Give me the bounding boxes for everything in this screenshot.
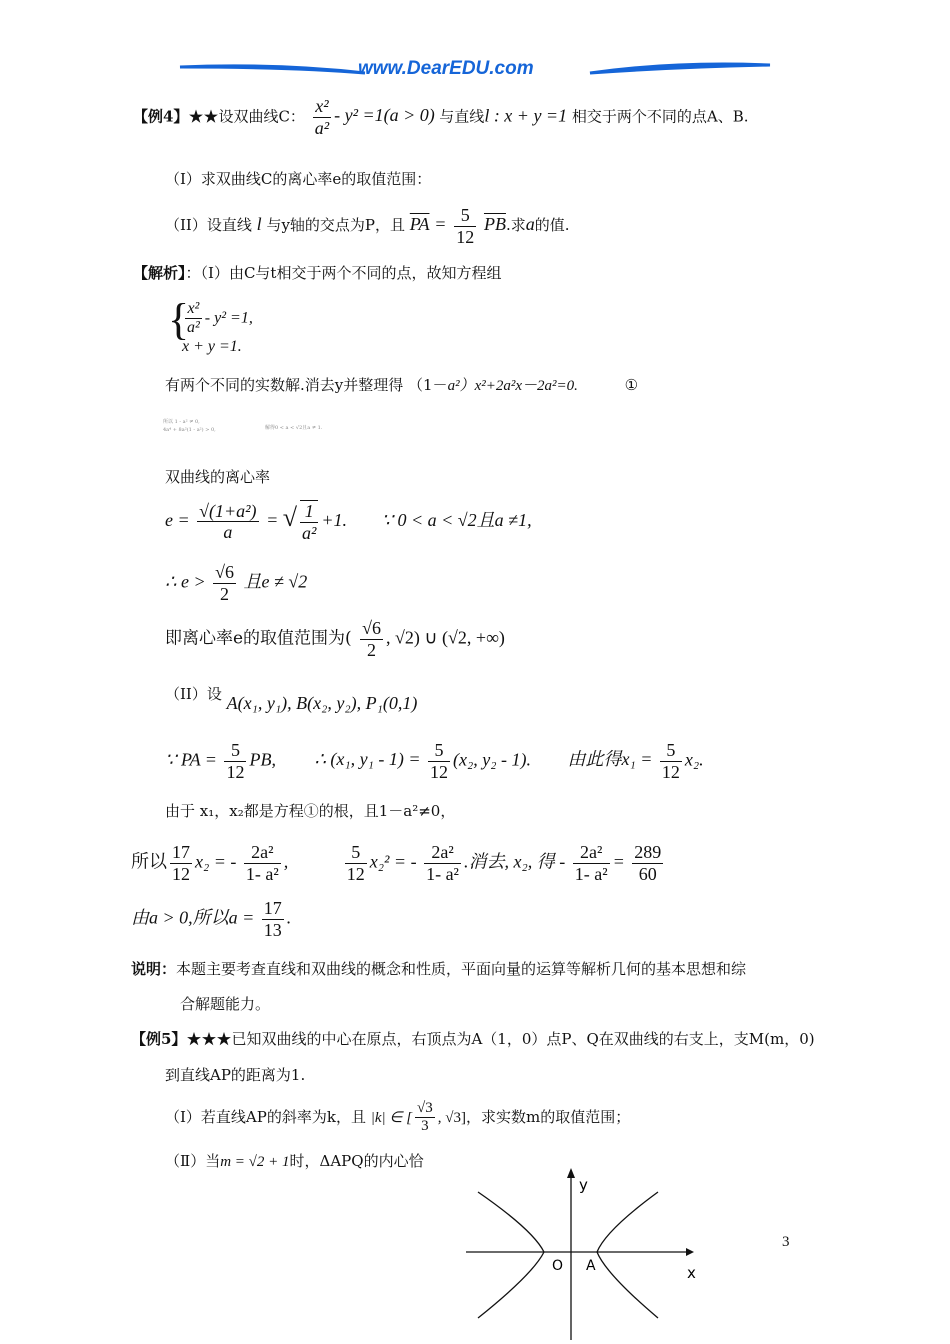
var: l [256,214,262,235]
condition: ∵ 0 < a < √2且a ≠1, [381,509,532,530]
denominator: a [223,522,233,543]
example-tag: 【例4】 [133,107,189,126]
fraction [300,500,318,543]
denominator: a² [314,117,330,138]
note-continuation: 合解题能力。 [180,995,271,1013]
eccentricity-label: 双曲线的离心率 [165,468,271,486]
fraction [213,562,236,604]
text: 由a > 0,所以a = [131,907,255,928]
numerator: x² [185,300,202,319]
numerator: √3 [415,1100,435,1118]
text: ∴ (x₁, y₁ - 1) = [314,749,421,770]
text: 所以 [131,851,167,872]
tiny-condition [163,418,216,434]
elimination [131,842,666,884]
fraction [454,205,476,247]
text: 相交于两个不同的点A、B. [571,107,749,126]
eccentricity-formula [165,500,532,543]
text: .消去, x₂, 得 - [463,851,566,872]
curve-equation: - y² =1(a > 0) [334,105,435,126]
fraction [262,898,284,940]
note [131,958,746,979]
vertex-a-label: A [586,1258,596,1274]
text: = [266,509,279,530]
fraction [224,740,246,782]
final-answer [131,898,291,940]
text: 与y轴的交点为P，且 [266,216,406,235]
denominator: 1- a² [574,863,608,884]
fraction [632,842,663,884]
fraction [428,740,450,782]
sqrt-sign: √ [282,502,297,532]
tiny-line: 所以 1 - a² ≠ 0, [163,419,200,425]
text: , √3] [437,1109,467,1126]
text: = [434,214,447,235]
denominator: 12 [226,761,245,782]
points: A(x₁, y₁), B(x₂, y₂), P₁(0,1) [226,693,418,713]
brace: { [168,295,190,344]
text: 与直线 [439,107,485,126]
y-axis-label: y [579,1176,588,1194]
eccentricity-conclusion [165,562,307,604]
x-axis-label: x [687,1264,696,1282]
fraction [660,740,682,782]
note-tag: 说明： [131,960,177,978]
text: 有两个不同的实数解.消去y并整理得 （1－ [165,376,448,394]
text: , [283,851,289,872]
vector-relation [165,740,704,782]
numerator: 5 [428,740,450,762]
example-5-continuation: 到直线AP的距离为1. [165,1066,306,1084]
vector-pa: $\overline{PA}$ [409,214,430,235]
text: （Ⅰ）若直线AP的斜率为k，且 [165,1107,366,1126]
fraction [170,842,192,884]
equation-1: ）x²+2a²x－2a²=0. [459,378,578,394]
text: ∴ e > [165,571,206,592]
example-4-statement [133,96,749,138]
page-number: 3 [782,1234,790,1250]
solution-line-1 [165,374,638,395]
numerator: 289 [634,842,662,862]
example-5-question-2 [165,1150,424,1171]
equation-marker: ① [624,376,639,394]
text: .求 [505,216,526,235]
text: ∵ PA = [165,749,217,770]
text: x₂ = - [195,851,237,872]
denominator: 2 [220,583,230,604]
tiny-result: 解得0 < a < √2且a ≠ 1. [265,425,323,431]
numerator: 2a² [424,842,461,864]
fraction [197,501,258,543]
fraction [415,1100,435,1136]
example-5-question-1 [165,1100,630,1136]
hyperbola-figure [458,1160,718,1344]
text: 已知双曲线的中心在原点，右顶点为A（1，0）点P、Q在双曲线的右支上，支M(m，0) [231,1030,815,1048]
example-tag: 【例5】 [131,1030,187,1048]
text: = [612,851,625,872]
numerator: 5 [224,740,246,762]
condition: m = √2 + 1 [220,1154,290,1170]
vector-pb: $\overline{PB}$ [483,214,506,235]
denominator: 1- a² [245,863,279,884]
denominator: 13 [263,919,282,940]
text: , √2) ∪ (√2, +∞) [386,627,505,648]
fraction [244,842,281,884]
roots-statement: 由于 x₁，x₂都是方程①的根，且1－a²≠0， [165,802,456,820]
denominator: 1- a² [426,863,459,884]
denominator: 12 [430,761,449,782]
origin-label: O [552,1258,564,1274]
difficulty-stars: ★★ [188,107,219,126]
fraction [360,618,383,660]
text: （II）设直线 [165,216,252,235]
fraction [345,842,367,884]
text: ：（I）由C与t相交于两个不同的点，故知方程组 [185,264,502,282]
question-2 [165,205,570,247]
numerator: 17 [172,842,190,862]
text: 且e ≠ √2 [243,571,308,592]
fraction [573,842,610,884]
text: 时，ΔAPQ的内心恰 [289,1152,424,1170]
denominator: 12 [346,863,365,884]
denominator: a² [187,319,200,337]
tiny-line: 4a⁴ + 8a²(1 - a²) > 0, [163,427,216,433]
system-row-2: x + y =1. [182,337,242,355]
text: e = [165,509,190,530]
text: 本题主要考查直线和双曲线的概念和性质，平面向量的运算等解析几何的基本思想和综 [176,960,747,978]
difficulty-stars: ★★★ [186,1030,232,1048]
text: 设双曲线C： [218,107,305,126]
text: 即离心率e的取值范围为( [165,628,352,649]
part-2-setup [165,683,418,713]
denominator: 3 [421,1118,429,1135]
numerator: 5 [660,740,682,762]
numerator: 2a² [244,842,281,864]
denominator: 12 [456,226,475,247]
site-logo: www.DearEDU.com [358,58,534,79]
numerator: 2a² [573,842,610,864]
text: x₂. [684,749,704,770]
text: +1. [321,509,348,530]
text: 由此得x₁ = [567,749,653,770]
solution-tag: 【解析】 [133,264,186,282]
line-equation: l : x + y =1 [484,105,568,126]
fraction [424,842,461,884]
text: PB, [249,749,276,770]
numerator: √6 [215,562,234,582]
var: a² [447,378,460,394]
text: ，求实数m的取值范围； [466,1107,631,1126]
denominator: 12 [661,761,680,782]
question-1: （I）求双曲线C的离心率e的取值范围： [165,170,432,188]
denominator: 2 [367,639,377,660]
numerator: √(1+a²) [199,500,257,521]
text: x₂² = - [369,851,417,872]
solution-intro [133,262,501,283]
fraction [313,96,331,138]
text: 的值. [534,216,570,235]
numerator: 5 [345,842,367,864]
denominator: a² [302,522,317,543]
numerator: 5 [454,205,476,227]
numerator: x² [313,96,331,118]
text: （II）设 [165,685,222,703]
var: a [525,214,535,235]
text: . [286,907,292,928]
equation-system [168,295,253,356]
denominator: 12 [172,863,190,884]
text: |k| ∈ [ [370,1109,413,1126]
text: （Ⅱ）当 [165,1152,221,1170]
numerator: √6 [362,618,381,638]
numerator: 1 [300,501,318,523]
text: (x₂, y₂ - 1). [453,749,532,770]
example-5-statement [131,1028,815,1049]
denominator: 60 [638,863,657,884]
eccentricity-range [165,618,505,660]
numerator: 17 [263,898,282,918]
system-row-1: - y² =1, [204,309,253,327]
